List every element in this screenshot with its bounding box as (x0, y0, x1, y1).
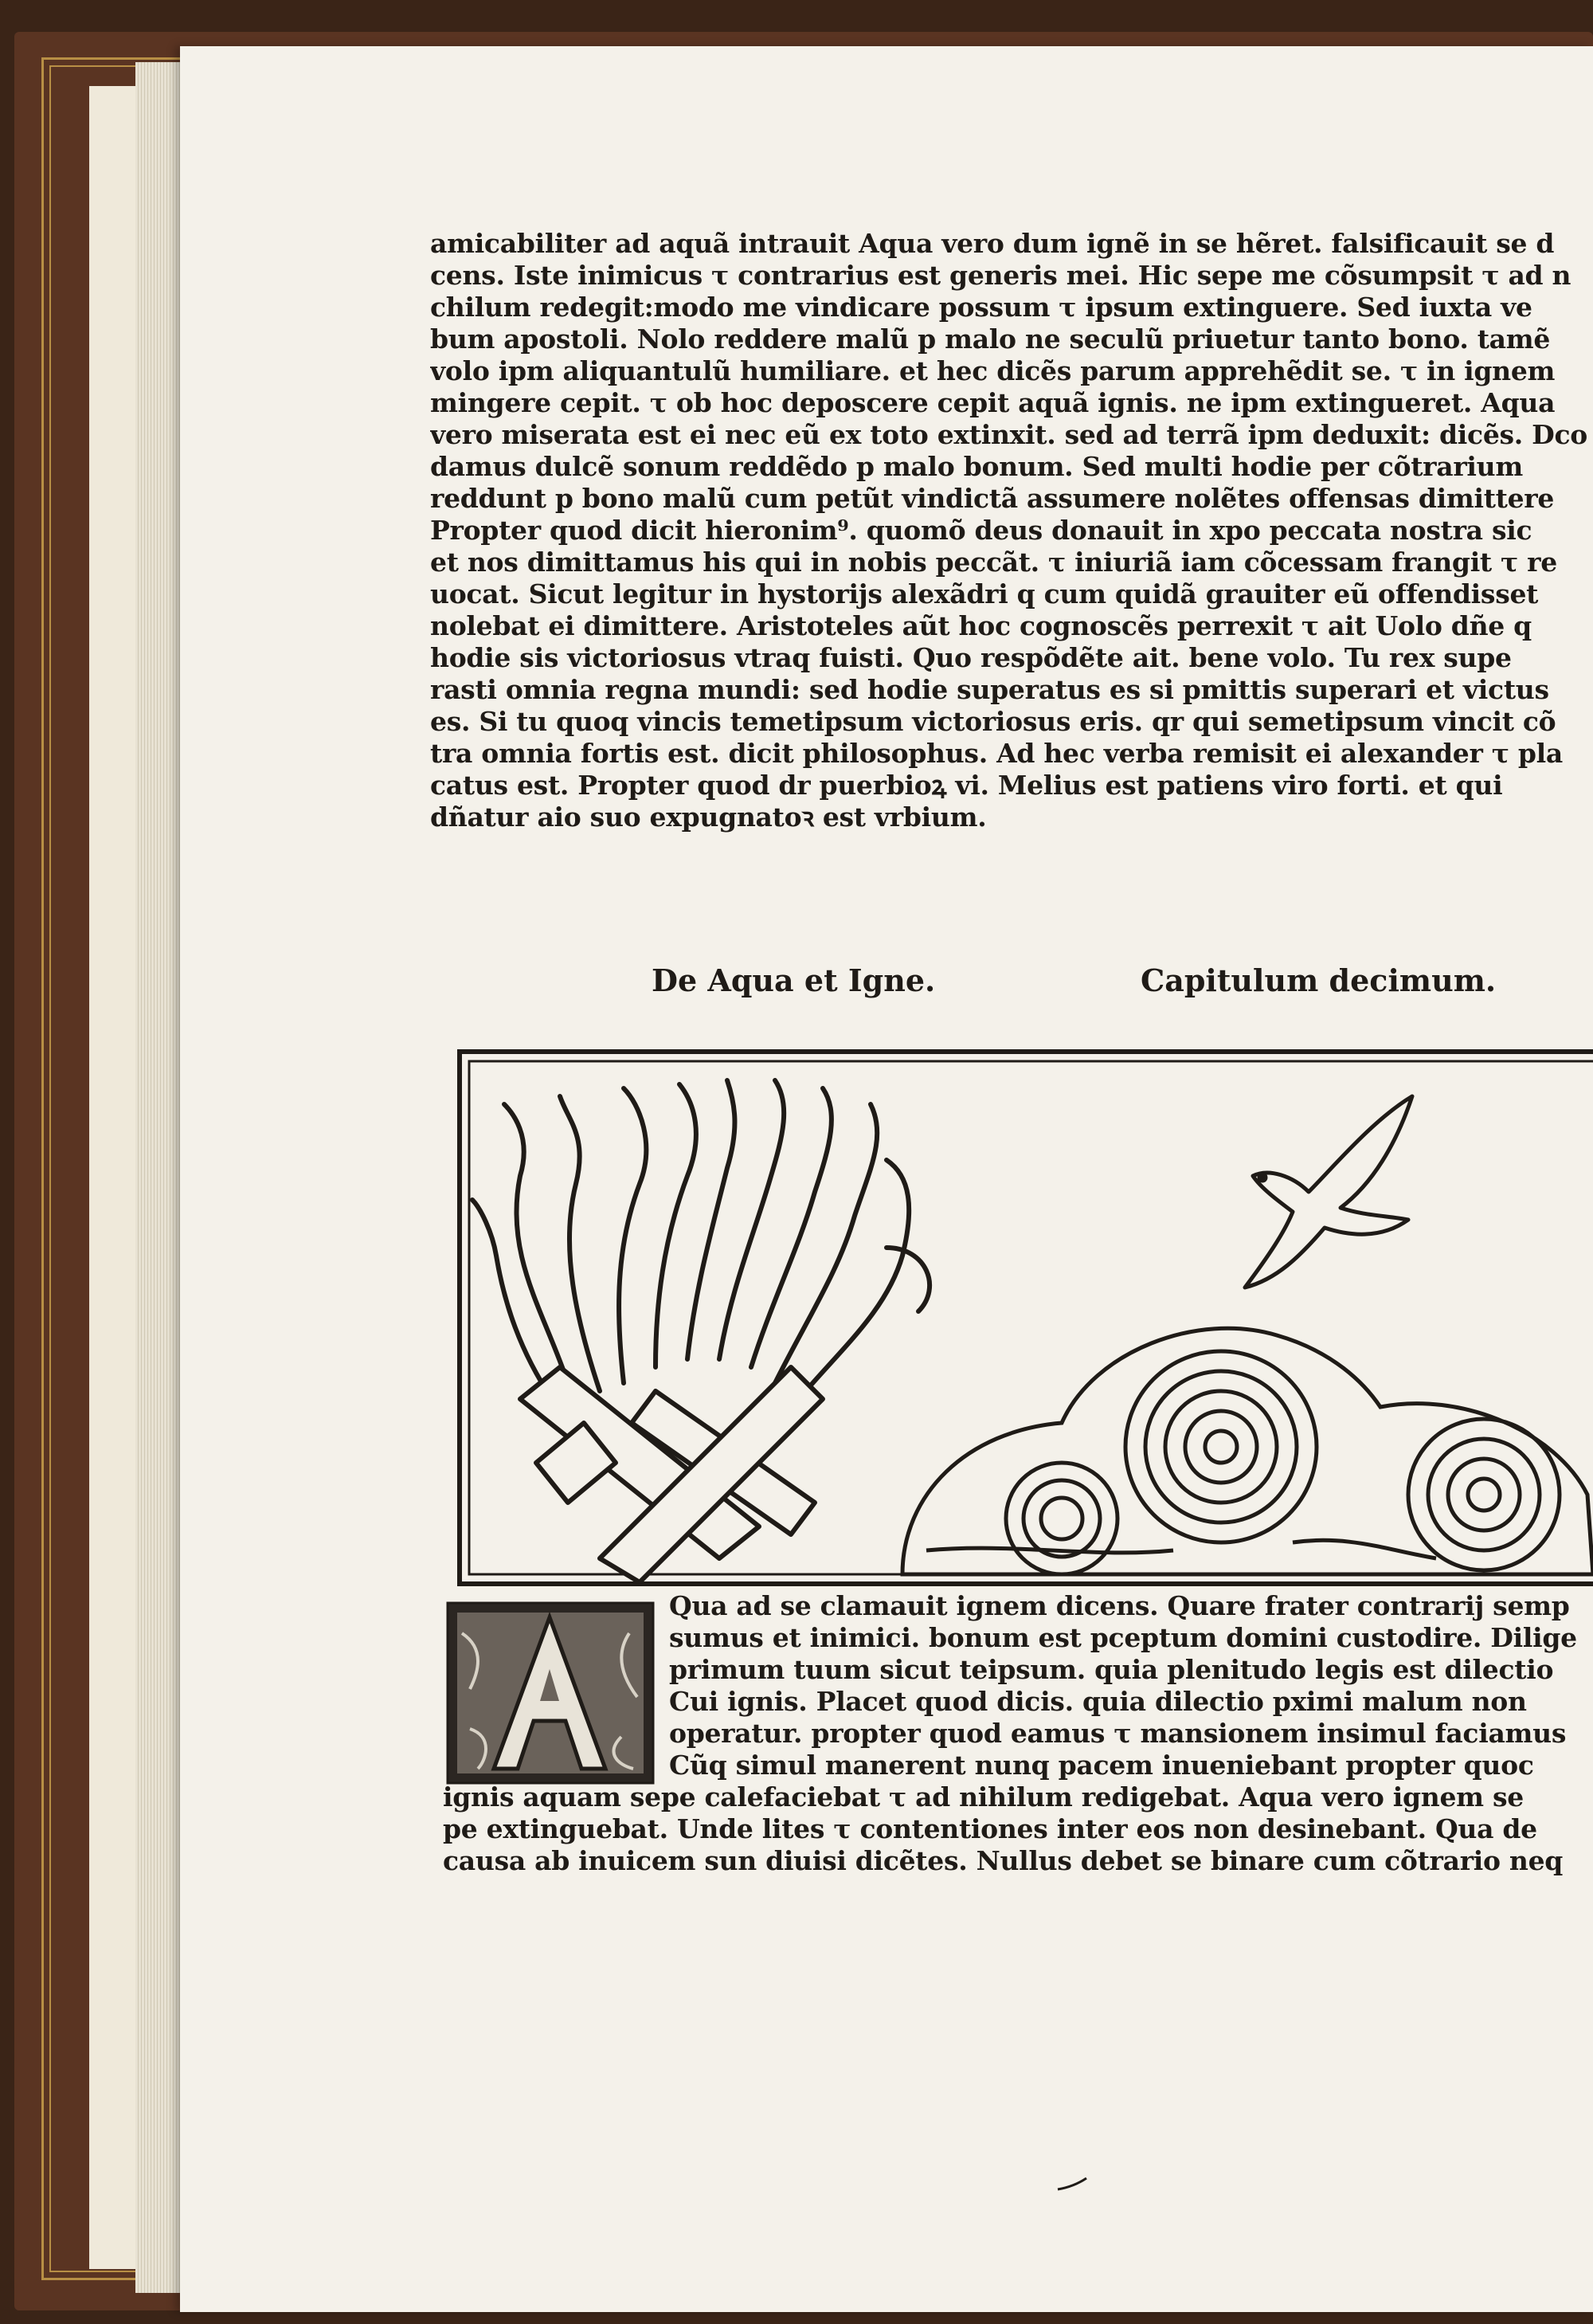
fire-flames (472, 1080, 930, 1399)
text-line: catus est. Propter quod dr puerbioꝝ vi. Melius est patiens viro forti. et qui (430, 770, 1503, 801)
text-line: Propter quod dicit hieronim⁹. quomõ deus donauit in xpo peccata nostra sic (430, 515, 1532, 546)
text-line: pe extinguebat. Unde lites τ contentiones inter eos non desinebant. Qua de (443, 1813, 1537, 1844)
text-line: dñatur aio suo expugnatoꝛ est vrbium. (430, 801, 987, 833)
text-line: cens. Iste inimicus τ contrarius est generis mei. Hic sepe me cõsumpsit τ ad n (430, 260, 1571, 291)
chapter-number: Capitulum decimum. (1141, 962, 1497, 998)
page-stack-edges (135, 62, 183, 2293)
text-line: operatur. propter quod eamus τ mansionem insimul faciamus (669, 1718, 1567, 1749)
text-line: sumus et inimici. bonum est pceptum domini custodire. Dilige (669, 1622, 1577, 1653)
woodcut-illustration (456, 1048, 1593, 1587)
decorated-initial-a (446, 1601, 655, 1785)
text-line: es. Si tu quoq vincis temetipsum victoriosus eris. qr qui semetipsum vincit cõ (430, 706, 1556, 737)
chapter-title: De Aqua et Igne. (652, 962, 936, 998)
bird-figure (1245, 1096, 1412, 1287)
ink-mark (1056, 2177, 1088, 2193)
text-line: nolebat ei dimittere. Aristoteles aũt hoc cognoscẽs perrexit τ ait Uolo dñe q (430, 610, 1532, 641)
text-line: causa ab inuicem sun diuisi dicẽtes. Nullus debet se binare cum cõtrario neq (443, 1845, 1564, 1876)
text-line: amicabiliter ad aquã intrauit Aqua vero dum ignẽ in se hẽret. falsificauit se d (430, 228, 1555, 259)
text-line: Qua ad se clamauit ignem dicens. Quare frater contrarij semp (669, 1590, 1570, 1621)
text-line: reddunt p bono malũ cum petũt vindictã assumere nolẽtes offensas dimittere (430, 483, 1555, 514)
text-line: hodie sis victoriosus vtraq fuisti. Quo respõdẽte ait. bene volo. Tu rex supe (430, 642, 1512, 673)
text-line: tra omnia fortis est. dicit philosophus. Ad hec verba remisit ei alexander τ pla (430, 738, 1563, 769)
text-line: ignis aquam sepe calefaciebat τ ad nihilum redigebat. Aqua vero ignem se (443, 1781, 1524, 1813)
text-line: vero miserata est ei nec eũ ex toto extinxit. sed ad terrã ipm deduxit: dicẽs. Dco (430, 419, 1587, 450)
text-line: mingere cepit. τ ob hoc deposcere cepit aquã ignis. ne ipm extingueret. Aqua (430, 387, 1556, 418)
top-paragraph (430, 228, 1593, 833)
text-line: primum tuum sicut teipsum. quia plenitudo legis est dilectio (669, 1654, 1554, 1685)
closing-paragraph (443, 1781, 1593, 1877)
text-line: uocat. Sicut legitur in hystorijs alexãdri q cum quidã grauiter eũ offendisset (430, 578, 1539, 609)
initial-paragraph (669, 1590, 1593, 1781)
text-line: et nos dimittamus his qui in nobis peccãt. τ iniuriã iam cõcessam frangit τ re (430, 547, 1557, 578)
text-line: rasti omnia regna mundi: sed hodie superatus es si pmittis superari et victus (430, 674, 1549, 705)
text-line: chilum redegit:modo me vindicare possum τ ipsum extinguere. Sed iuxta ve (430, 292, 1532, 323)
burning-logs (520, 1367, 823, 1582)
text-line: bum apostoli. Nolo reddere malũ p malo ne seculũ priuetur tanto bono. tamẽ (430, 323, 1551, 355)
text-line: volo ipm aliquantulũ humiliare. et hec dicẽs parum apprehẽdit se. τ in ignem (430, 355, 1556, 386)
text-line: Cui ignis. Placet quod dicis. quia dilectio pximi malum non (669, 1686, 1527, 1717)
text-line: Cũq simul manerent nunq pacem inueniebant propter quoc (669, 1750, 1534, 1781)
text-line: damus dulcẽ sonum reddẽdo p malo bonum. Sed multi hodie per cõtrarium (430, 451, 1523, 482)
water-waves (902, 1328, 1593, 1574)
